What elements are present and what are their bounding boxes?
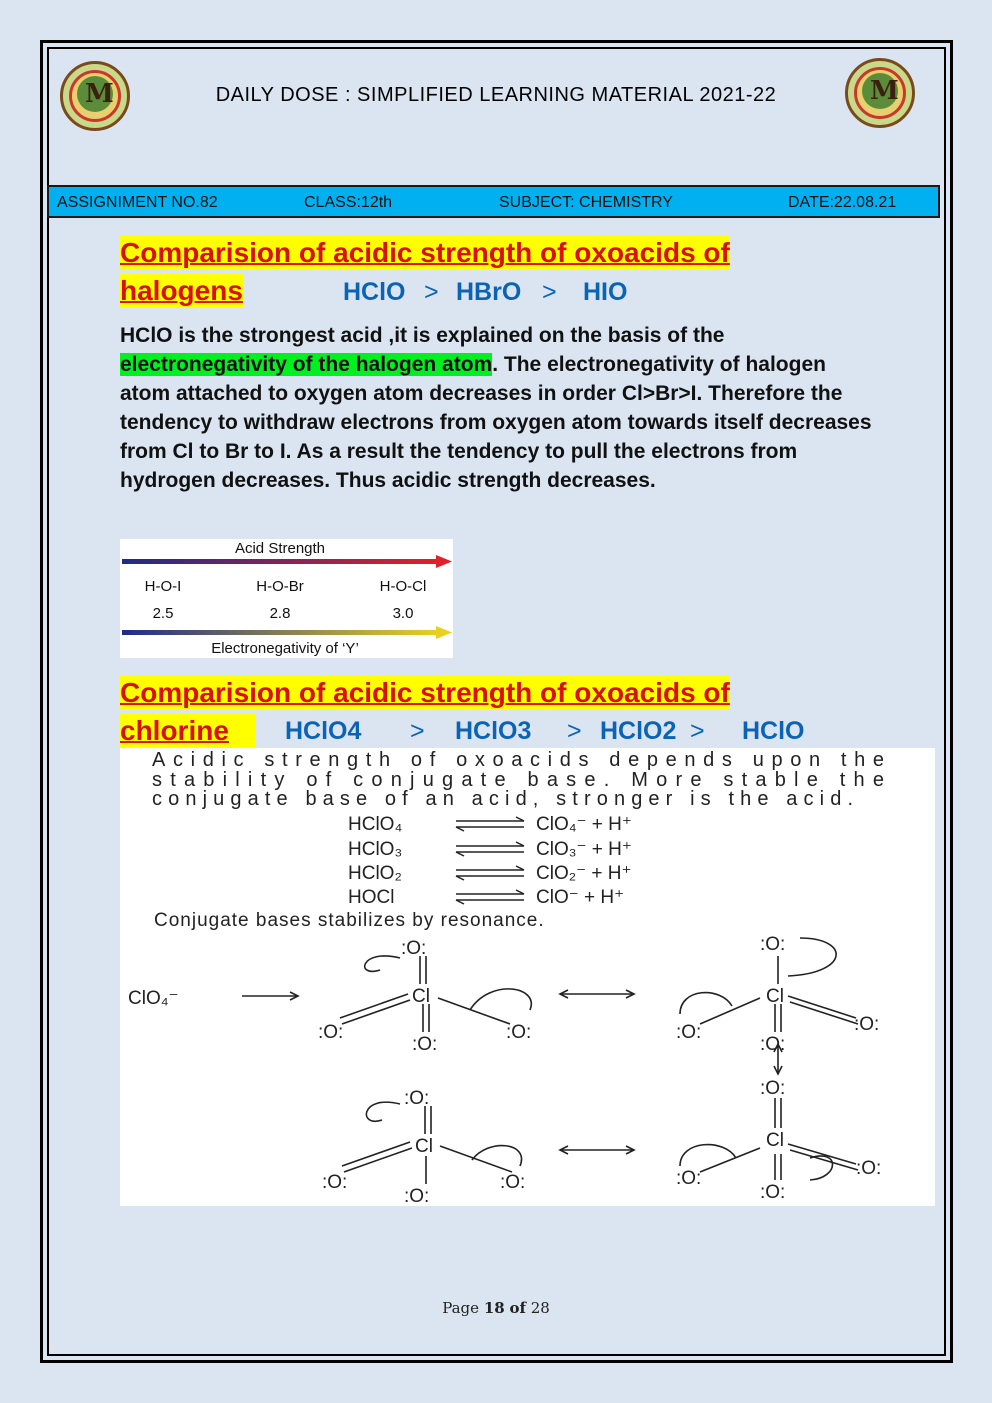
oxygen-atom: :O:: [760, 934, 786, 955]
order-hbro: HBrO: [456, 278, 522, 306]
oxygen-atom: :O:: [500, 1172, 526, 1193]
order-hclo: HClO: [742, 717, 805, 745]
paragraph-text: . The electronegativity of halogen atom attached to oxygen atom decreases in order Cl>Br>I. Therefore the tendency to withdraw electrons from oxygen atom towards itself decreases from Cl to Br to I. As a result the tendency to pull the electrons from hydrogen decreases. Thus acidic strength decreases.: [120, 353, 872, 492]
base-formula: ClO₄⁻ + H⁺: [536, 814, 632, 835]
oxygen-atom: :O:: [322, 1172, 348, 1193]
greater-than: >: [690, 717, 705, 745]
school-logo-right: M: [845, 58, 915, 128]
section2-heading-line2: chlorine: [120, 714, 255, 748]
section1-heading-line1: Comparision of acidic strength of oxoacids of: [120, 237, 730, 268]
oxygen-atom: :O:: [854, 1014, 880, 1035]
subject-label: SUBJECT: CHEMISTRY: [499, 194, 673, 211]
oxygen-atom: :O:: [318, 1022, 344, 1043]
acid-formula: HClO₃: [348, 839, 403, 860]
equilibrium-row: [348, 814, 632, 835]
chlorine-atom: Cl: [766, 1130, 784, 1151]
en-value-br: 2.8: [269, 605, 291, 622]
arrow-head: [436, 555, 452, 568]
oxygen-atom: :O:: [412, 1034, 438, 1055]
oxygen-atom: :O:: [760, 1078, 786, 1099]
page-word: Page: [442, 1299, 480, 1317]
order-hclo2: HClO2: [600, 717, 677, 745]
total-pages: 28: [530, 1299, 550, 1317]
chlorine-atom: Cl: [412, 986, 430, 1007]
en-value-i: 2.5: [152, 605, 174, 622]
order-hclo4: HClO4: [285, 717, 362, 745]
highlighted-phrase: electronegativity of the halogen atom: [120, 353, 493, 376]
of-word: of: [509, 1299, 526, 1317]
en-value-cl: 3.0: [392, 605, 414, 622]
acid-strength-label: Acid Strength: [234, 540, 326, 557]
oxygen-atom: :O:: [676, 1168, 702, 1189]
paragraph-text: HClO is the strongest acid ,it is explained on the basis of the: [120, 324, 725, 347]
chlorine-atom: Cl: [766, 986, 784, 1007]
oxygen-atom: :O:: [760, 1182, 786, 1203]
acid-formula: HClO₂: [348, 863, 402, 884]
fig-text-line: stability of conjugate base. More stable the: [152, 769, 886, 791]
date-label: DATE:22.08.21: [788, 194, 897, 211]
oxygen-atom: :O:: [401, 938, 427, 959]
section1-heading-line2: halogens: [120, 275, 243, 306]
greater-than: >: [567, 717, 582, 745]
document-title: DAILY DOSE : SIMPLIFIED LEARNING MATERIAL 2021-22: [215, 84, 777, 106]
electronegativity-arrow: [122, 630, 438, 635]
equilibrium-row: [348, 863, 632, 884]
assignment-info-bar: [47, 185, 940, 218]
order-hio: HIO: [583, 278, 628, 306]
acid-hobr: H-O-Br: [256, 578, 304, 595]
greater-than: >: [424, 278, 439, 306]
fig-text-line: Acidic strength of oxoacids depends upon the: [152, 749, 887, 771]
base-formula: ClO₂⁻ + H⁺: [536, 863, 632, 884]
base-formula: ClO₃⁻ + H⁺: [536, 839, 632, 860]
order-hclo: HClO: [343, 278, 406, 306]
acid-hocl: H-O-Cl: [379, 578, 427, 595]
resonance-label: Conjugate bases stabilizes by resonance.: [154, 910, 545, 931]
acid-strength-arrow: [122, 559, 438, 564]
equilibrium-row: [348, 839, 632, 860]
oxygen-atom: :O:: [760, 1034, 786, 1055]
order-hclo3: HClO3: [455, 717, 532, 745]
acid-formula: HOCl: [348, 887, 395, 908]
oxygen-atom: :O:: [676, 1022, 702, 1043]
oxygen-atom: :O:: [856, 1158, 882, 1179]
fig-text-line: conjugate base of an acid, stronger is the acid.: [152, 788, 854, 810]
greater-than: >: [410, 717, 425, 745]
base-formula: ClO⁻ + H⁺: [536, 887, 625, 908]
class-label: CLASS:12th: [304, 194, 393, 211]
assignment-number: ASSIGNIMENT NO.82: [57, 194, 218, 211]
conjugate-base-figure: [120, 748, 935, 1206]
acid-hoi: H-O-I: [144, 578, 182, 595]
school-logo-left: M: [60, 61, 130, 131]
page-number: [0, 1299, 992, 1317]
chlorine-atom: Cl: [415, 1136, 433, 1157]
oxygen-atom: :O:: [404, 1186, 430, 1206]
current-page: 18: [483, 1299, 505, 1317]
perchlorate-ion: ClO₄⁻: [128, 988, 179, 1009]
acid-formula: HClO₄: [348, 814, 403, 835]
oxygen-atom: :O:: [506, 1022, 532, 1043]
oxygen-atom: :O:: [404, 1088, 430, 1109]
section2-heading-line1: Comparision of acidic strength of oxoacids of: [120, 677, 730, 708]
arrow-head: [436, 626, 452, 639]
electronegativity-label: Electronegativity of ‘Y’: [211, 640, 359, 657]
greater-than: >: [542, 278, 557, 306]
explanation-paragraph: [120, 321, 880, 495]
acid-strength-figure: [120, 539, 453, 658]
equilibrium-row: [348, 887, 624, 908]
